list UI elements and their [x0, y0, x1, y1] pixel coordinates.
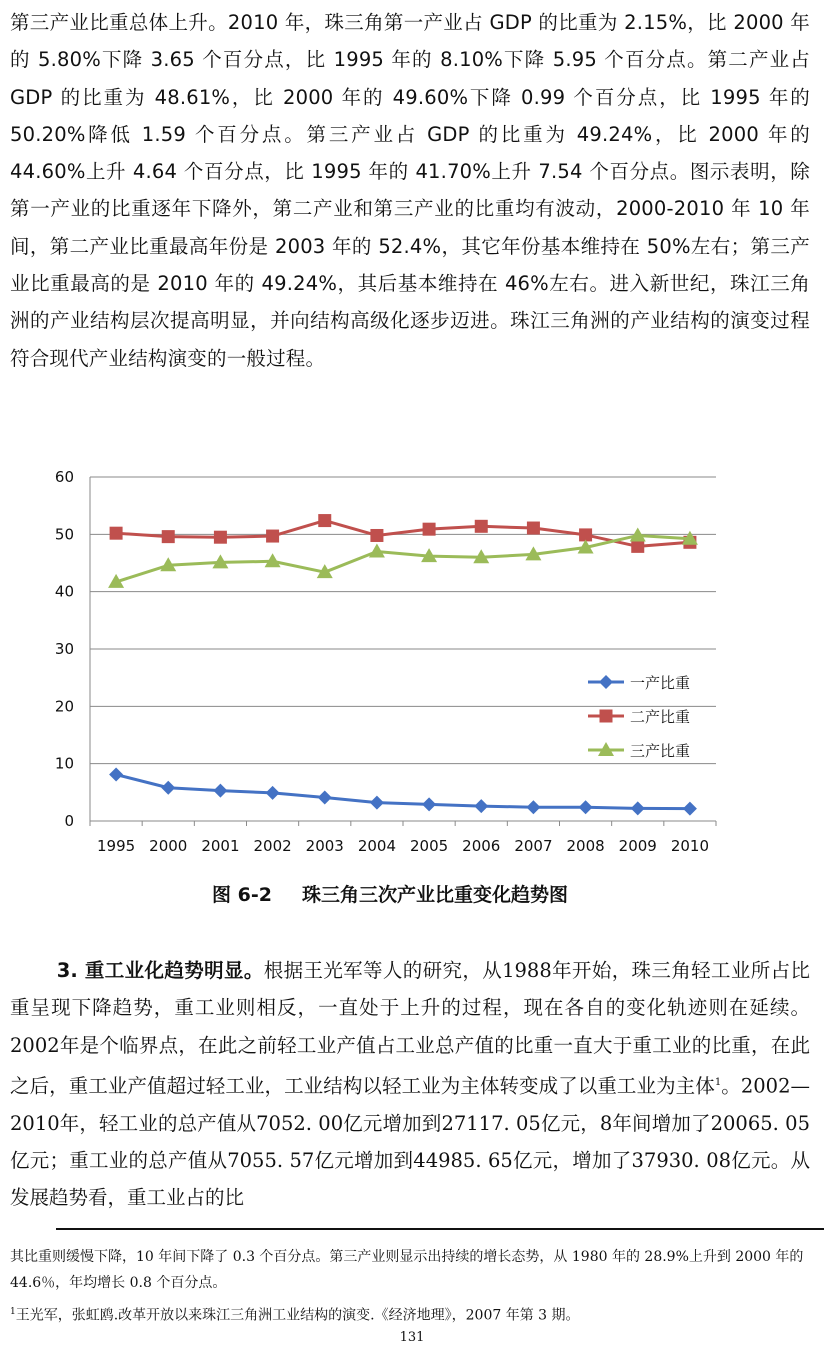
series-2-point — [631, 540, 644, 553]
series-1-point — [266, 786, 280, 800]
figure-title: 珠三角三次产业比重变化趋势图 — [301, 884, 568, 906]
series-2-point — [579, 528, 592, 541]
series-2-point — [214, 531, 227, 544]
series-3-line — [116, 535, 690, 581]
series-1-point — [631, 801, 645, 815]
y-tick-label: 50 — [54, 525, 74, 544]
x-tick-label: 1995 — [96, 837, 136, 855]
y-tick-label: 0 — [64, 812, 74, 830]
chart-axes — [55, 468, 716, 855]
x-tick-label: 2000 — [149, 837, 188, 855]
y-tick-label: 10 — [54, 754, 74, 773]
y-tick-label: 20 — [54, 697, 74, 716]
y-tick-label: 30 — [54, 640, 74, 658]
y-tick-label: 40 — [54, 582, 74, 601]
chart-legend — [588, 674, 690, 760]
body-paragraph-structure: 第三产业比重总体上升。2010 年，珠三角第一产业占 GDP 的比重为 2.15%，比 2000 年的 5.80%下降 3.65 个百分点，比 1995 年的 8.10%下降 5.95 个百分点。第二产业占 GDP 的比重为 48.61%，比 2000 年的 49.60%下降 0.99 个百分点，比 1995 年的 50.20%降低 1.59 个百分点。第三产业占 GDP 的比重为 49.24%，比 2000 年的 44.60%上升 4.64 个百分点，比 1995 年的 41.70%上升 7.54 个百分点。图示表明，除第一产业的比重逐年下降外，第二产业和第三产业的比重均有波动，2000-2010 年 10 年间，第二产业比重最高年份是 2003 年的 52.4%，其它年份基本维持在 50%左右；第三产业比重最高的是 2010 年的 49.24%，其后基本维持在 46%左右。进入新世纪，珠江三角洲的产业结构层次提高明显，并向结构高级化逐步迈进。珠江三角洲的产业结构的演变过程符合现代产业结构演变的一般过程。 — [10, 11, 810, 370]
x-tick-label: 2003 — [305, 837, 344, 855]
footnote-1-mark: 1 — [10, 1307, 16, 1317]
series-2-point — [475, 520, 488, 533]
footnote-1-text: 王光军，张虹鸥.改革开放以来珠江三角洲工业结构的演变.《经济地理》，2007 年第 3 期。 — [15, 1307, 580, 1324]
series-1-point — [318, 790, 332, 804]
series-1-point — [579, 800, 593, 814]
figure-number: 图 6-2 — [212, 884, 272, 906]
series-2-point — [266, 530, 279, 543]
series-3-legend-label: 三产比重 — [630, 742, 691, 760]
page-number: 131 — [399, 1330, 425, 1345]
x-tick-label: 2006 — [462, 837, 501, 855]
paragraph-text: 根据王光军等人的研究，从1988年开始，珠三角轻工业所占比重呈现下降趋势，重工业则相反，一直处于上升的过程，现在各自的变化轨迹则在延续。2002年是个临界点，在此之前轻工业产值占工业总产值的比重一直大于重工业的比重，在此之后，重工业产值超过轻工业，工业结构以轻工业为主体转变成了以重工业为主体 — [10, 959, 810, 1098]
series-1-point — [370, 796, 384, 810]
x-tick-label: 2008 — [566, 837, 605, 855]
x-tick-label: 2007 — [514, 837, 553, 855]
x-tick-label: 2002 — [253, 837, 292, 855]
figure-caption — [0, 880, 780, 907]
chart-grid — [90, 477, 716, 821]
footnote-reference[interactable]: 1 — [714, 1076, 722, 1088]
series-1-line — [116, 775, 690, 809]
figure-6-2-chart — [0, 455, 824, 875]
series-2-point — [318, 514, 331, 527]
footnote-continuation: 其比重则缓慢下降，10 年间下降了 0.3 个百分点。第三产业则显示出持续的增长态势，从 1980 年的 28.9%上升到 2000 年的 44.6％，年均增长 0.8 个百分点。 — [10, 1249, 804, 1291]
x-tick-label: 2001 — [201, 837, 240, 855]
footnote-divider — [56, 1228, 824, 1230]
series-1-point — [683, 802, 697, 816]
x-tick-label: 2010 — [670, 837, 710, 855]
series-2-point — [423, 523, 436, 536]
paragraph-text-continued: 。2002—2010年，轻工业的总产值从7052. 00亿元增加到27117. 05亿元，8年间增加了20065. 05亿元；重工业的总产值从7055. 57亿元增加到44985. 65亿元，增加了37930. 08亿元。从发展趋势看，重工业占的比 — [10, 1074, 810, 1210]
footnote-1 — [10, 1299, 810, 1329]
series-1-point — [422, 797, 436, 811]
series-1-point — [109, 768, 123, 782]
series-1-point — [474, 799, 488, 813]
series-2-legend-label: 二产比重 — [630, 708, 691, 726]
line-chart — [0, 455, 824, 875]
x-tick-label: 2005 — [409, 837, 449, 855]
series-1-legend-marker — [599, 675, 613, 689]
x-tick-label: 2004 — [357, 837, 397, 855]
y-tick-label: 60 — [54, 468, 74, 486]
body-paragraph-heavy-industry — [10, 952, 810, 1217]
x-tick-label: 2009 — [618, 837, 657, 855]
series-1-point — [526, 800, 540, 814]
series-2-point — [110, 527, 123, 540]
series-2-point — [370, 529, 383, 542]
series-2-legend-marker — [600, 710, 613, 723]
series-1-point — [213, 784, 227, 798]
series-1-legend-label: 一产比重 — [630, 674, 691, 692]
series-2-point — [527, 522, 540, 535]
section-heading: 3. 重工业化趋势明显。 — [56, 959, 264, 982]
chart-series — [108, 514, 698, 816]
series-1-point — [161, 781, 175, 795]
series-2-point — [162, 530, 175, 543]
